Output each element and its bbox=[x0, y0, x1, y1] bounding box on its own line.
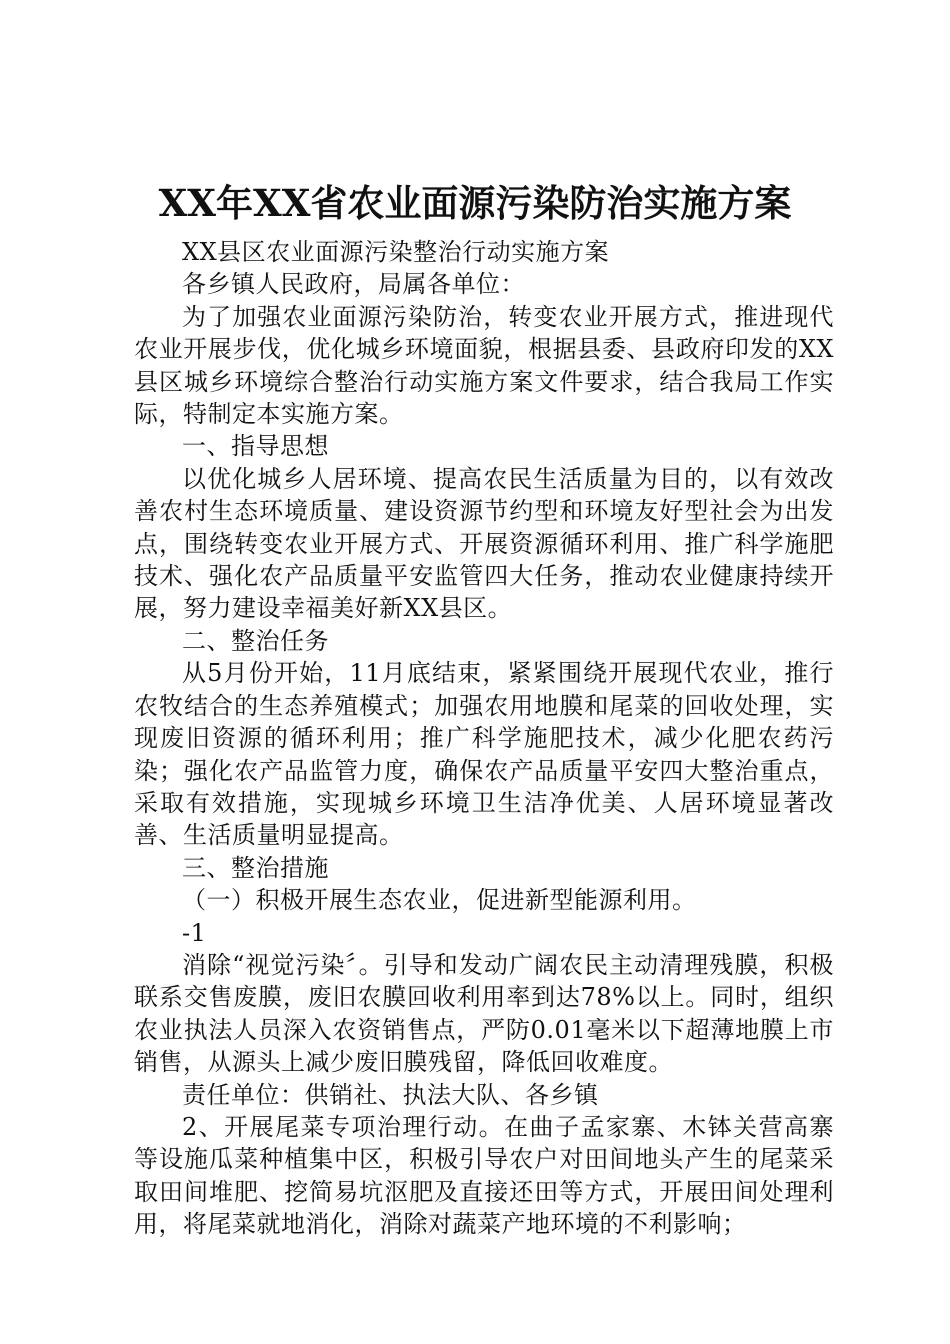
document-body bbox=[134, 236, 834, 1241]
tail-vegetable-paragraph: 2、开展尾菜专项治理行动。在曲子孟家寨、木钵关营高寨等设施瓜菜种植集中区，积极引导农户对田间地头产生的尾菜采取田间堆肥、挖简易坑沤肥及直接还田等方式，开展田间处理利用，将尾菜就地消化，消除对蔬菜产地环境的不利影响； bbox=[134, 1112, 834, 1239]
visual-pollution-paragraph: 消除“视觉污染〞。引导和发动广阔农民主动清理残膜，积极联系交售废膜，废旧农膜回收利用率到达78%以上。同时，组织农业执法人员深入农资销售点，严防0.01毫米以下超薄地膜上市销售，从源头上减少废旧膜残留，降低回收难度。 bbox=[134, 950, 834, 1077]
tasks-paragraph: 从5月份开始，11月底结束，紧紧围绕开展现代农业，推行农牧结合的生态养殖模式；加强农用地膜和尾菜的回收处理，实现废旧资源的循环利用；推广科学施肥技术，减少化肥农药污染；强化农产品监管力度，确保农产品质量平安四大整治重点，采取有效措施，实现城乡环境卫生洁净优美、人居环境显著改善、生活质量明显提高。 bbox=[134, 659, 834, 850]
document-title: XX年XX省农业面源污染防治实施方案 bbox=[158, 181, 792, 225]
section-heading-measures: 三、整治措施 bbox=[182, 853, 329, 882]
addressee-paragraph: 各乡镇人民政府，局属各单位： bbox=[182, 270, 525, 299]
measure-subheading-1: （一）积极开展生态农业，促进新型能源利用。 bbox=[182, 886, 697, 915]
responsible-units-paragraph: 责任单位：供销社、执法大队、各乡镇 bbox=[182, 1080, 599, 1109]
section-heading-tasks: 二、整治任务 bbox=[182, 626, 329, 655]
guiding-ideology-paragraph: 以优化城乡人居环境、提高农民生活质量为目的，以有效改善农村生态环境质量、建设资源节约型和环境友好型社会为出发点，围绕转变农业开展方式、开展资源循环利用、推广科学施肥技术、强化农产品质量平安监管四大任务，推动农业健康持续开展，努力建设幸福美好新XX县区。 bbox=[134, 464, 834, 623]
subtitle-paragraph: XX县区农业面源污染整治行动实施方案 bbox=[182, 238, 610, 266]
intro-paragraph: 为了加强农业面源污染防治，转变农业开展方式，推进现代农业开展步伐，优化城乡环境面貌，根据县委、县政府印发的XX县区城乡环境综合整治行动实施方案文件要求，结合我局工作实际，特制定本实施方案。 bbox=[134, 302, 834, 429]
section-heading-guiding-ideology: 一、指导思想 bbox=[182, 432, 329, 461]
item-number-marker: -1 bbox=[182, 918, 207, 947]
